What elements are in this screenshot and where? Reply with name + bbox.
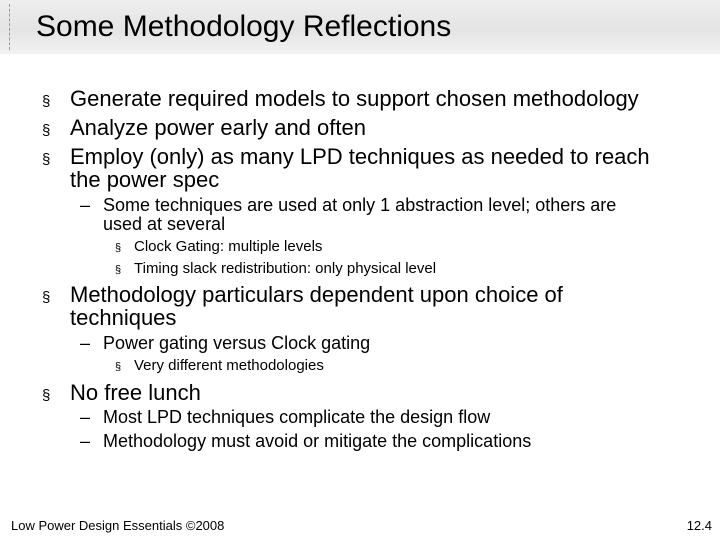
footer-copyright: Low Power Design Essentials ©2008	[11, 518, 225, 533]
sub-sub-bullet-marker: §	[115, 361, 122, 373]
slide-number: 12.4	[686, 518, 712, 533]
sub-bullet-marker: –	[80, 407, 91, 427]
bullet-text: Generate required models to support chosen methodology	[70, 86, 639, 111]
bullet-marker: §	[42, 151, 51, 168]
bullet-marker: §	[42, 93, 51, 110]
sub-sub-bullet-text: Very different methodologies	[134, 357, 324, 374]
sub-bullet-text: Most LPD techniques complicate the design flow	[103, 407, 491, 427]
sub-sub-bullet-text: Clock Gating: multiple levels	[134, 238, 323, 255]
sub-bullet-text: Some techniques are used at only 1 abstraction level; others are	[103, 195, 617, 215]
bullet-marker: §	[42, 289, 51, 306]
bullet-marker: §	[42, 122, 51, 139]
sub-bullet-marker: –	[80, 333, 91, 353]
bullet-marker: §	[42, 387, 51, 404]
sub-sub-bullet-marker: §	[115, 242, 122, 254]
bullet-text: the power spec	[70, 167, 220, 192]
sub-bullet-text: Methodology must avoid or mitigate the complications	[103, 431, 532, 451]
bullet-text: No free lunch	[70, 380, 201, 405]
bullet-text: Analyze power early and often	[70, 115, 366, 140]
title-bar	[0, 0, 720, 54]
sub-bullet-text: Power gating versus Clock gating	[103, 333, 371, 353]
bullet-text: Employ (only) as many LPD techniques as needed to reach	[70, 144, 650, 169]
sub-bullet-text: used at several	[103, 214, 226, 234]
bullet-text: techniques	[70, 305, 177, 330]
slide-title: Some Methodology Reflections	[36, 10, 452, 43]
sub-bullet-marker: –	[80, 431, 91, 451]
title-accent-line	[9, 4, 10, 50]
sub-sub-bullet-marker: §	[115, 264, 122, 276]
bullet-text: Methodology particulars dependent upon choice of	[70, 282, 563, 307]
sub-sub-bullet-text: Timing slack redistribution: only physical level	[134, 260, 437, 277]
sub-bullet-marker: –	[80, 195, 91, 215]
